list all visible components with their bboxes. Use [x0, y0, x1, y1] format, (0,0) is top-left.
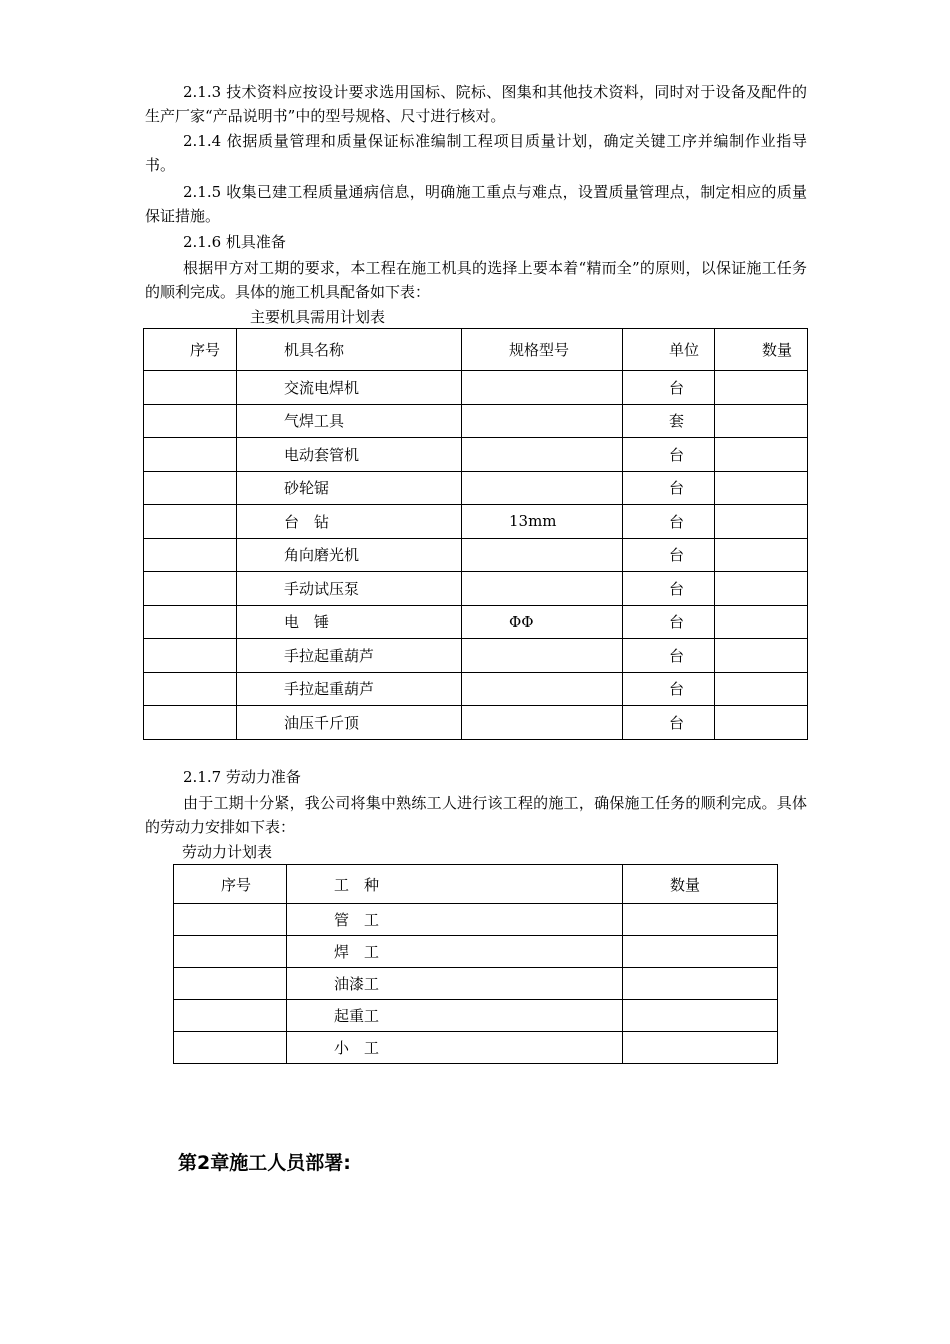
labor-cell-trade: 焊 工: [287, 936, 623, 968]
equipment-table-header-row: [144, 329, 808, 371]
labor-cell-qty: [623, 1000, 778, 1032]
equipment-cell-qty: [715, 471, 808, 505]
labor-cell-qty: [623, 936, 778, 968]
equipment-header-cell: 机具名称: [237, 329, 462, 371]
equipment-header-cell: 数量: [715, 329, 808, 371]
equipment-cell-spec: [462, 572, 623, 606]
equipment-cell-spec: [462, 639, 623, 673]
equipment-cell-unit: 台: [623, 505, 715, 539]
equipment-cell-unit: 台: [623, 605, 715, 639]
equipment-cell-name: 电 锤: [237, 605, 462, 639]
equipment-table-caption: 主要机具需用计划表: [250, 308, 386, 326]
equipment-table-row: [144, 438, 808, 472]
equipment-cell-no: [144, 639, 237, 673]
paragraph-2-1-7-body: 由于工期十分紧，我公司将集中熟练工人进行该工程的施工，确保施工任务的顺利完成。具体的劳动力安排如下表：: [145, 794, 807, 836]
equipment-cell-unit: 台: [623, 471, 715, 505]
equipment-cell-name: 气焊工具: [237, 404, 462, 438]
equipment-table-row: [144, 572, 808, 606]
equipment-cell-name: 手动试压泵: [237, 572, 462, 606]
equipment-cell-spec: [462, 706, 623, 740]
equipment-cell-spec: [462, 471, 623, 505]
labor-cell-qty: [623, 1032, 778, 1064]
equipment-cell-spec: 13mm: [462, 505, 623, 539]
equipment-table: [143, 328, 808, 740]
equipment-cell-unit: 台: [623, 538, 715, 572]
equipment-table-row: [144, 538, 808, 572]
equipment-cell-spec: [462, 438, 623, 472]
equipment-cell-name: 电动套管机: [237, 438, 462, 472]
equipment-table-row: [144, 605, 808, 639]
equipment-cell-qty: [715, 639, 808, 673]
equipment-table-row: [144, 672, 808, 706]
paragraph-2-1-4: 2.1.4 依据质量管理和质量保证标准编制工程项目质量计划，确定关键工序并编制作业指导书。: [145, 132, 807, 174]
equipment-cell-qty: [715, 672, 808, 706]
equipment-cell-name: 手拉起重葫芦: [237, 672, 462, 706]
equipment-cell-unit: 台: [623, 706, 715, 740]
equipment-header-cell: 规格型号: [462, 329, 623, 371]
equipment-cell-no: [144, 538, 237, 572]
labor-cell-qty: [623, 904, 778, 936]
equipment-cell-name: 油压千斤顶: [237, 706, 462, 740]
equipment-cell-qty: [715, 438, 808, 472]
labor-table-row: [174, 904, 778, 936]
equipment-cell-unit: 台: [623, 572, 715, 606]
labor-table-header-row: [174, 865, 778, 904]
equipment-cell-no: [144, 404, 237, 438]
equipment-cell-no: [144, 438, 237, 472]
equipment-cell-qty: [715, 404, 808, 438]
equipment-table-row: [144, 371, 808, 405]
equipment-cell-no: [144, 672, 237, 706]
equipment-cell-name: 砂轮锯: [237, 471, 462, 505]
equipment-table-row: [144, 706, 808, 740]
equipment-cell-spec: [462, 538, 623, 572]
equipment-cell-name: 台 钻: [237, 505, 462, 539]
labor-table: [173, 864, 778, 1064]
equipment-cell-spec: [462, 371, 623, 405]
equipment-table-row: [144, 404, 808, 438]
equipment-cell-no: [144, 605, 237, 639]
labor-table-row: [174, 1000, 778, 1032]
equipment-cell-no: [144, 505, 237, 539]
labor-table-row: [174, 1032, 778, 1064]
labor-cell-trade: 小 工: [287, 1032, 623, 1064]
equipment-table-row: [144, 471, 808, 505]
labor-header-cell: 序号: [174, 865, 287, 904]
equipment-table-row: [144, 639, 808, 673]
equipment-cell-no: [144, 706, 237, 740]
equipment-cell-no: [144, 471, 237, 505]
paragraph-2-1-3: 2.1.3 技术资料应按设计要求选用国标、院标、图集和其他技术资料，同时对于设备及配件的生产厂家“产品说明书”中的型号规格、尺寸进行核对。: [145, 83, 807, 125]
heading-2-1-7: 2.1.7 劳动力准备: [183, 768, 301, 786]
equipment-cell-qty: [715, 505, 808, 539]
paragraph-2-1-6-body: 根据甲方对工期的要求，本工程在施工机具的选择上要本着“精而全”的原则，以保证施工任务的顺利完成。具体的施工机具配备如下表：: [145, 259, 807, 301]
labor-cell-qty: [623, 968, 778, 1000]
equipment-cell-spec: [462, 404, 623, 438]
labor-cell-no: [174, 936, 287, 968]
equipment-cell-qty: [715, 572, 808, 606]
labor-cell-no: [174, 904, 287, 936]
equipment-cell-qty: [715, 605, 808, 639]
labor-cell-trade: 管 工: [287, 904, 623, 936]
labor-cell-no: [174, 968, 287, 1000]
equipment-cell-name: 手拉起重葫芦: [237, 639, 462, 673]
equipment-cell-spec: [462, 672, 623, 706]
equipment-cell-name: 交流电焊机: [237, 371, 462, 405]
equipment-header-cell: 单位: [623, 329, 715, 371]
labor-cell-no: [174, 1032, 287, 1064]
labor-cell-trade: 起重工: [287, 1000, 623, 1032]
equipment-cell-no: [144, 371, 237, 405]
equipment-cell-unit: 台: [623, 438, 715, 472]
chapter-heading: 第2章施工人员部署:: [178, 1152, 351, 1174]
equipment-cell-unit: 台: [623, 639, 715, 673]
equipment-table-row: [144, 505, 808, 539]
heading-2-1-6: 2.1.6 机具准备: [183, 233, 286, 251]
equipment-cell-unit: 套: [623, 404, 715, 438]
equipment-cell-unit: 台: [623, 672, 715, 706]
labor-header-cell: 数量: [623, 865, 778, 904]
labor-table-row: [174, 936, 778, 968]
equipment-cell-qty: [715, 538, 808, 572]
equipment-cell-qty: [715, 371, 808, 405]
equipment-cell-spec: ΦΦ: [462, 605, 623, 639]
equipment-cell-name: 角向磨光机: [237, 538, 462, 572]
labor-cell-no: [174, 1000, 287, 1032]
equipment-cell-unit: 台: [623, 371, 715, 405]
paragraph-2-1-5: 2.1.5 收集已建工程质量通病信息，明确施工重点与难点，设置质量管理点，制定相应的质量保证措施。: [145, 183, 807, 225]
equipment-cell-no: [144, 572, 237, 606]
equipment-header-cell: 序号: [144, 329, 237, 371]
labor-header-cell: 工 种: [287, 865, 623, 904]
equipment-cell-qty: [715, 706, 808, 740]
labor-table-caption: 劳动力计划表: [182, 843, 273, 861]
labor-cell-trade: 油漆工: [287, 968, 623, 1000]
labor-table-row: [174, 968, 778, 1000]
